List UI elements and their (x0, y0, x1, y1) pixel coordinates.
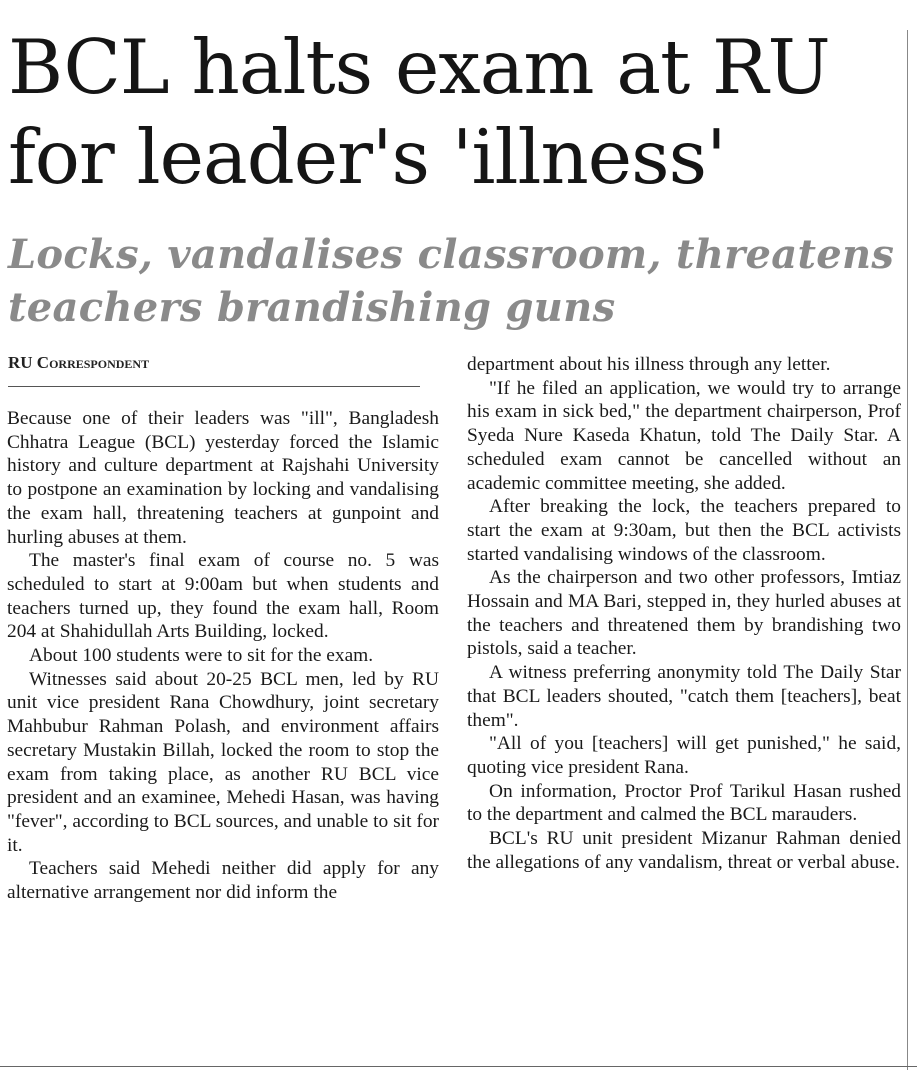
paragraph: About 100 students were to sit for the exam. (29, 645, 374, 667)
paragraph: "If he filed an application, we would try to arrange his exam in sick bed," the department chairperson, Prof Syeda Nure Kaseda Khatun, told The Daily Star. A scheduled exam cannot be cancelled without an academic committee meeting, she added. (467, 377, 901, 494)
paragraph: A witness preferring anonymity told The Daily Star that BCL leaders shouted, "catch them [teachers], beat them". (467, 662, 901, 731)
headline (8, 22, 908, 202)
article-column-left (7, 407, 439, 905)
paragraph: "All of you [teachers] will get punished," he said, quoting vice president Rana. (467, 733, 901, 778)
paragraph: BCL's RU unit president Mizanur Rahman denied the allegations of any vandalism, threat or verbal abuse. (467, 828, 901, 873)
headline-line-1: BCL halts exam at RU (8, 23, 830, 111)
headline-line-2: for leader's 'illness' (8, 113, 726, 201)
subheadline (8, 228, 908, 334)
paragraph: Teachers said Mehedi neither did apply for any alternative arrangement nor did inform the (7, 858, 439, 904)
column-rule-right (907, 30, 908, 1070)
paragraph: After breaking the lock, the teachers prepared to start the exam at 9:30am, but then the BCL activists started vandalising windows of the classroom. (467, 496, 901, 565)
paragraph: Because one of their leaders was "ill", Bangladesh Chhatra League (BCL) yesterday forced the Islamic history and culture department at Rajshahi University to postpone an examination by locking and vandalising the exam hall, threatening teachers at gunpoint and hurling abuses at them. (7, 408, 439, 548)
article-column-right (467, 353, 901, 874)
paragraph: On information, Proctor Prof Tarikul Hasan rushed to the department and calmed the BCL marauders. (467, 780, 901, 826)
subhead-line-1: Locks, vandalises classroom, threatens (8, 231, 895, 278)
paragraph: As the chairperson and two other professors, Imtiaz Hossain and MA Bari, stepped in, they hurled abuses at the teachers and threatened them by brandishing two pistols, said a teacher. (467, 567, 901, 660)
bottom-rule (0, 1066, 917, 1067)
paragraph-continuation: department about his illness through any letter. (467, 354, 831, 375)
byline (8, 352, 420, 387)
paragraph: The master's final exam of course no. 5 was scheduled to start at 9:00am but when students and teachers turned up, they found the exam hall, Room 204 at Shahidullah Arts Building, locked. (7, 550, 439, 643)
byline-text: RU Correspondent (8, 353, 150, 372)
subhead-line-2: teachers brandishing guns (8, 284, 616, 331)
paragraph: Witnesses said about 20-25 BCL men, led by RU unit vice president Rana Chowdhury, joint secretary Mahbubur Rahman Polash, and environment affairs secretary Mustakin Billah, locked the room to stop the exam from taking place, as another RU BCL vice president and an examinee, Mehedi Hasan, was having "fever", according to BCL sources, and unable to sit for it. (7, 668, 439, 856)
